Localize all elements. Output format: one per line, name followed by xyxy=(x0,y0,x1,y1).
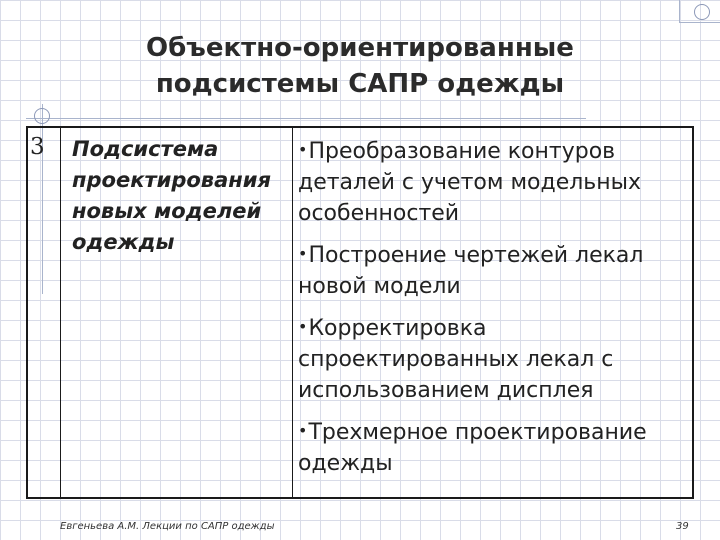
bullet-icon: • xyxy=(298,421,308,440)
list-item-line: Трехмерное проектирование xyxy=(308,420,647,445)
list-item-line: Построение чертежей лекал xyxy=(308,243,644,268)
corner-circle-icon xyxy=(34,108,50,124)
footer-author: Евгеньева А.М. Лекции по САПР одежды xyxy=(60,521,275,532)
list-item-line: одежды xyxy=(298,451,393,476)
title-line-1: Объектно-ориентированные xyxy=(146,33,574,63)
list-item-line: новой модели xyxy=(298,274,461,299)
column-divider-2 xyxy=(292,126,293,499)
list-item-line: Корректировка xyxy=(308,316,487,341)
subsystem-name-line: проектирования xyxy=(72,168,271,192)
slide-title xyxy=(80,30,640,102)
bullet-icon: • xyxy=(298,244,308,263)
list-item xyxy=(298,311,694,406)
list-item xyxy=(298,415,694,479)
subsystem-name xyxy=(72,134,287,258)
feature-list xyxy=(298,134,694,488)
list-item xyxy=(298,238,694,302)
row-number: 3 xyxy=(30,134,45,160)
list-item-line: спроектированных лекал с xyxy=(298,347,614,372)
title-rule-horizontal xyxy=(26,118,586,119)
list-item-line: деталей с учетом модельных xyxy=(298,170,642,195)
list-item-line: особенностей xyxy=(298,201,460,226)
page-number: 39 xyxy=(676,521,689,532)
subsystem-name-line: одежды xyxy=(72,230,175,254)
title-line-2: подсистемы САПР одежды xyxy=(155,69,565,99)
list-item xyxy=(298,134,694,229)
list-item-line: Преобразование контуров xyxy=(308,139,616,164)
subsystem-name-line: новых моделей xyxy=(72,199,262,223)
column-divider-1 xyxy=(60,126,61,499)
list-item-line: использованием дисплея xyxy=(298,378,594,403)
circle-decoration-icon xyxy=(694,4,710,20)
bullet-icon: • xyxy=(298,317,308,336)
subsystem-name-line: Подсистема xyxy=(72,137,219,161)
bullet-icon: • xyxy=(298,140,308,159)
